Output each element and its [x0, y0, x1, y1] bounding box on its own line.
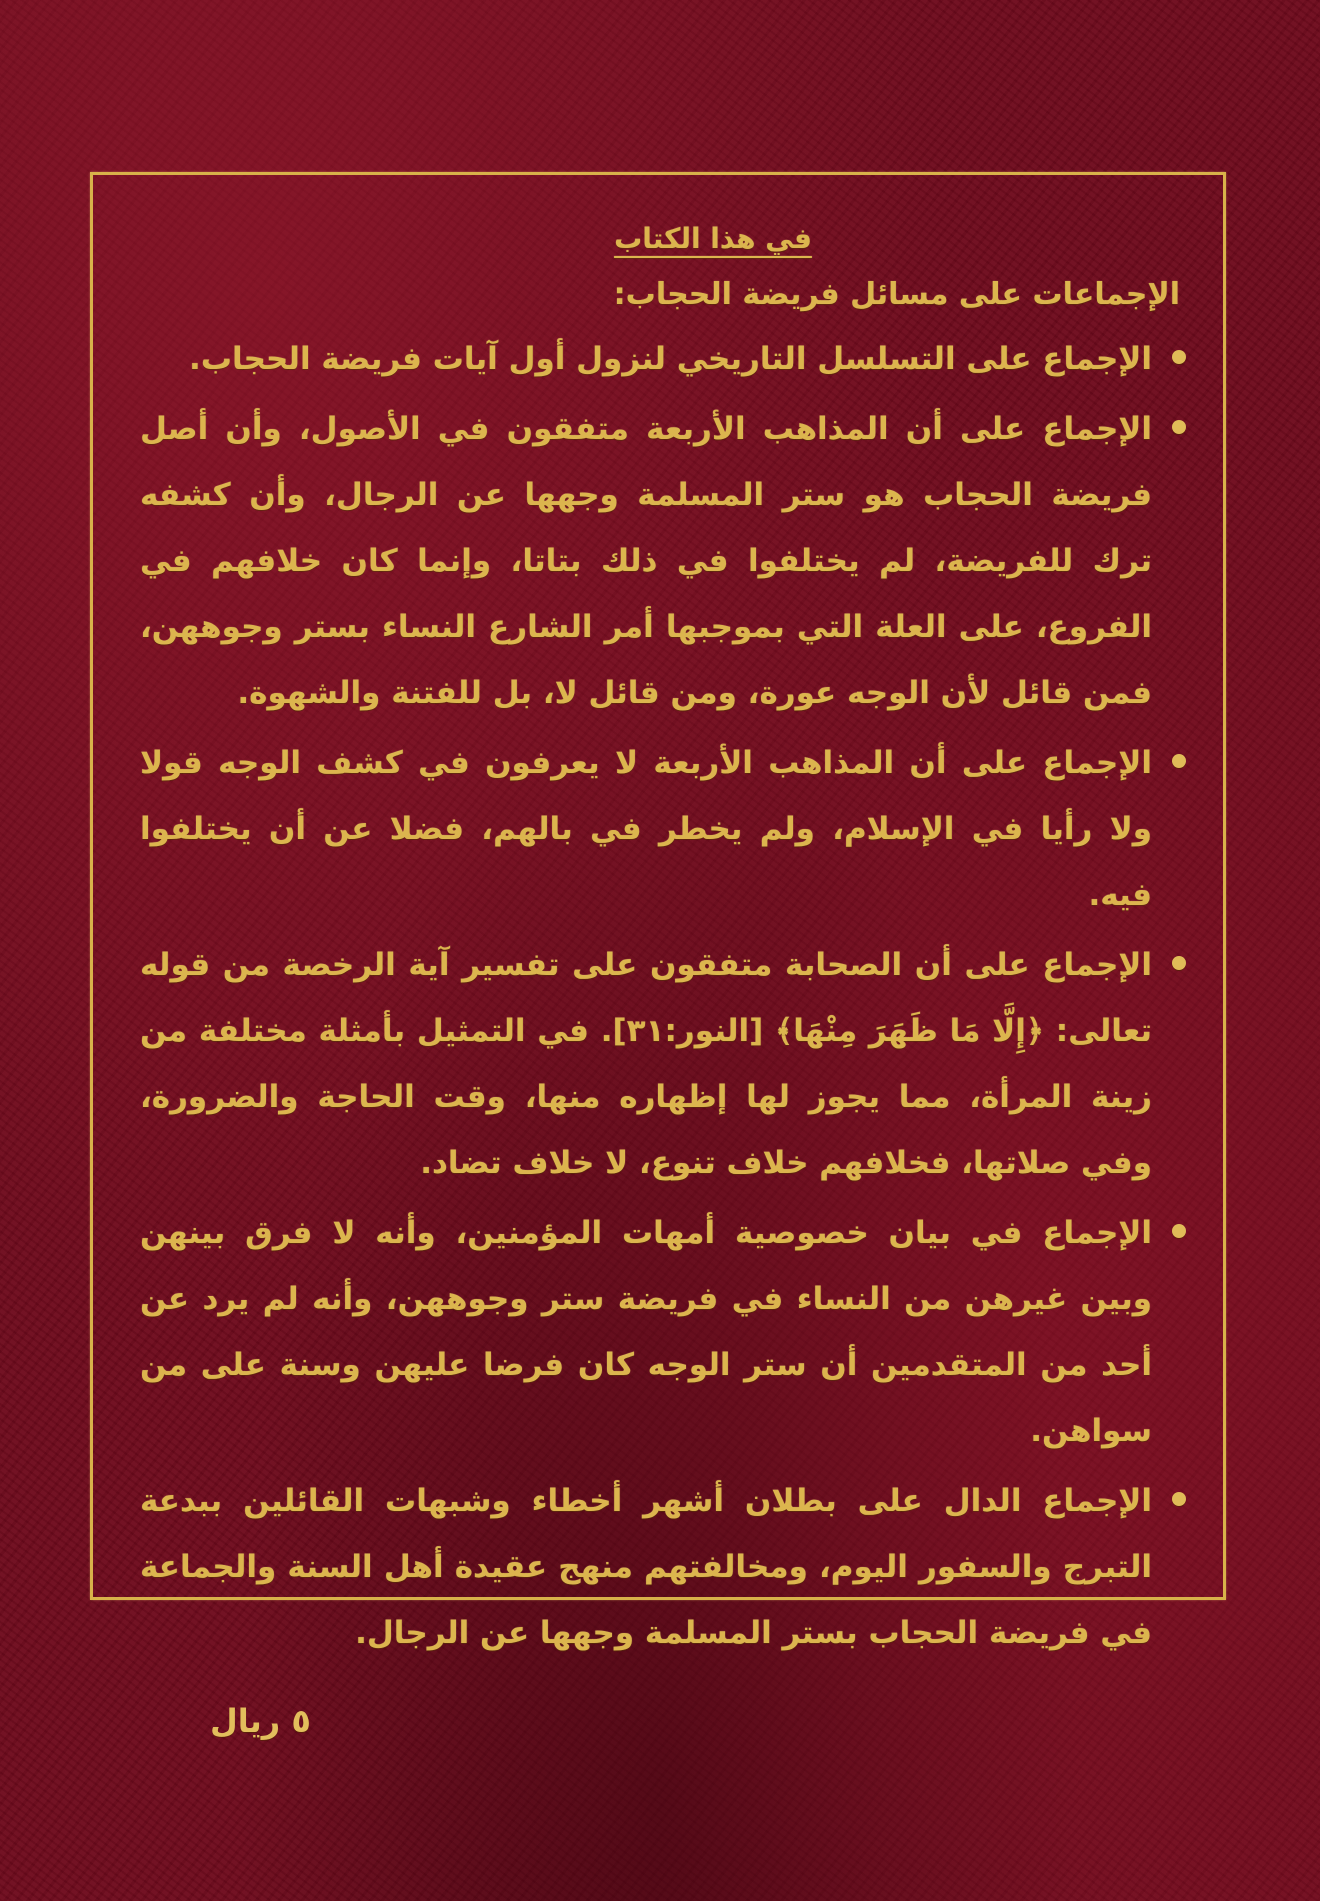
- item-text: الإجماع على أن المذاهب الأربعة لا يعرفون في كشف الوجه قولا ولا رأيا في الإسلام، ولم يخطر في بالهم، فضلا عن أن يختلفوا فيه.: [140, 745, 1152, 913]
- list-item: [140, 326, 1186, 392]
- price-label: ٥ ريال: [210, 1702, 311, 1740]
- heading: في هذا الكتاب: [614, 222, 812, 255]
- bullet-icon: [1172, 420, 1186, 434]
- list-item: [140, 396, 1186, 726]
- section-title: الإجماعات على مسائل فريضة الحجاب:: [613, 277, 1180, 312]
- item-text: الإجماع في بيان خصوصية أمهات المؤمنين، وأنه لا فرق بينهن وبين غيرهن من النساء في فريضة ستر وجوههن، وأنه لم يرد عن أحد من المتقدمين أن ستر الوجه كان فرضا عليهن وسنة على من سواهن.: [140, 1215, 1152, 1449]
- list-item: [140, 1200, 1186, 1464]
- bullet-icon: [1172, 350, 1186, 364]
- list-item: [140, 932, 1186, 1196]
- list-item: [140, 1468, 1186, 1666]
- item-text: الإجماع على أن الصحابة متفقون على تفسير آية الرخصة من قوله تعالى: ﴿إِلَّا مَا ظَهَرَ مِنْهَا﴾ [النور:٣١]. في التمثيل بأمثلة مختلفة من زينة المرأة، مما يجوز لها إظهاره منها، وقت الحاجة والضرورة، وفي صلاتها، فخلافهم خلاف تنوع، لا خلاف تضاد.: [140, 947, 1152, 1181]
- item-text: الإجماع على التسلسل التاريخي لنزول أول آيات فريضة الحجاب.: [189, 341, 1152, 377]
- bullet-icon: [1172, 1492, 1186, 1506]
- items-list: [140, 326, 1186, 1666]
- item-text: الإجماع الدال على بطلان أشهر أخطاء وشبهات القائلين ببدعة التبرج والسفور اليوم، ومخالفتهم منهج عقيدة أهل السنة والجماعة في فريضة الحجاب بستر المسلمة وجهها عن الرجال.: [140, 1483, 1152, 1651]
- bullet-icon: [1172, 1224, 1186, 1238]
- list-item: [140, 730, 1186, 928]
- back-cover-text: [140, 222, 1226, 1651]
- item-text: الإجماع على أن المذاهب الأربعة متفقون في الأصول، وأن أصل فريضة الحجاب هو ستر المسلمة وجهها عن الرجال، وأن كشفه ترك للفريضة، لم يختلفوا في ذلك بتاتا، وإنما كان خلافهم في الفروع، على العلة التي بموجبها أمر الشارع النساء بستر وجوههن، فمن قائل لأن الوجه عورة، ومن قائل لا، بل للفتنة والشهوة.: [140, 411, 1152, 711]
- bullet-icon: [1172, 956, 1186, 970]
- bullet-icon: [1172, 754, 1186, 768]
